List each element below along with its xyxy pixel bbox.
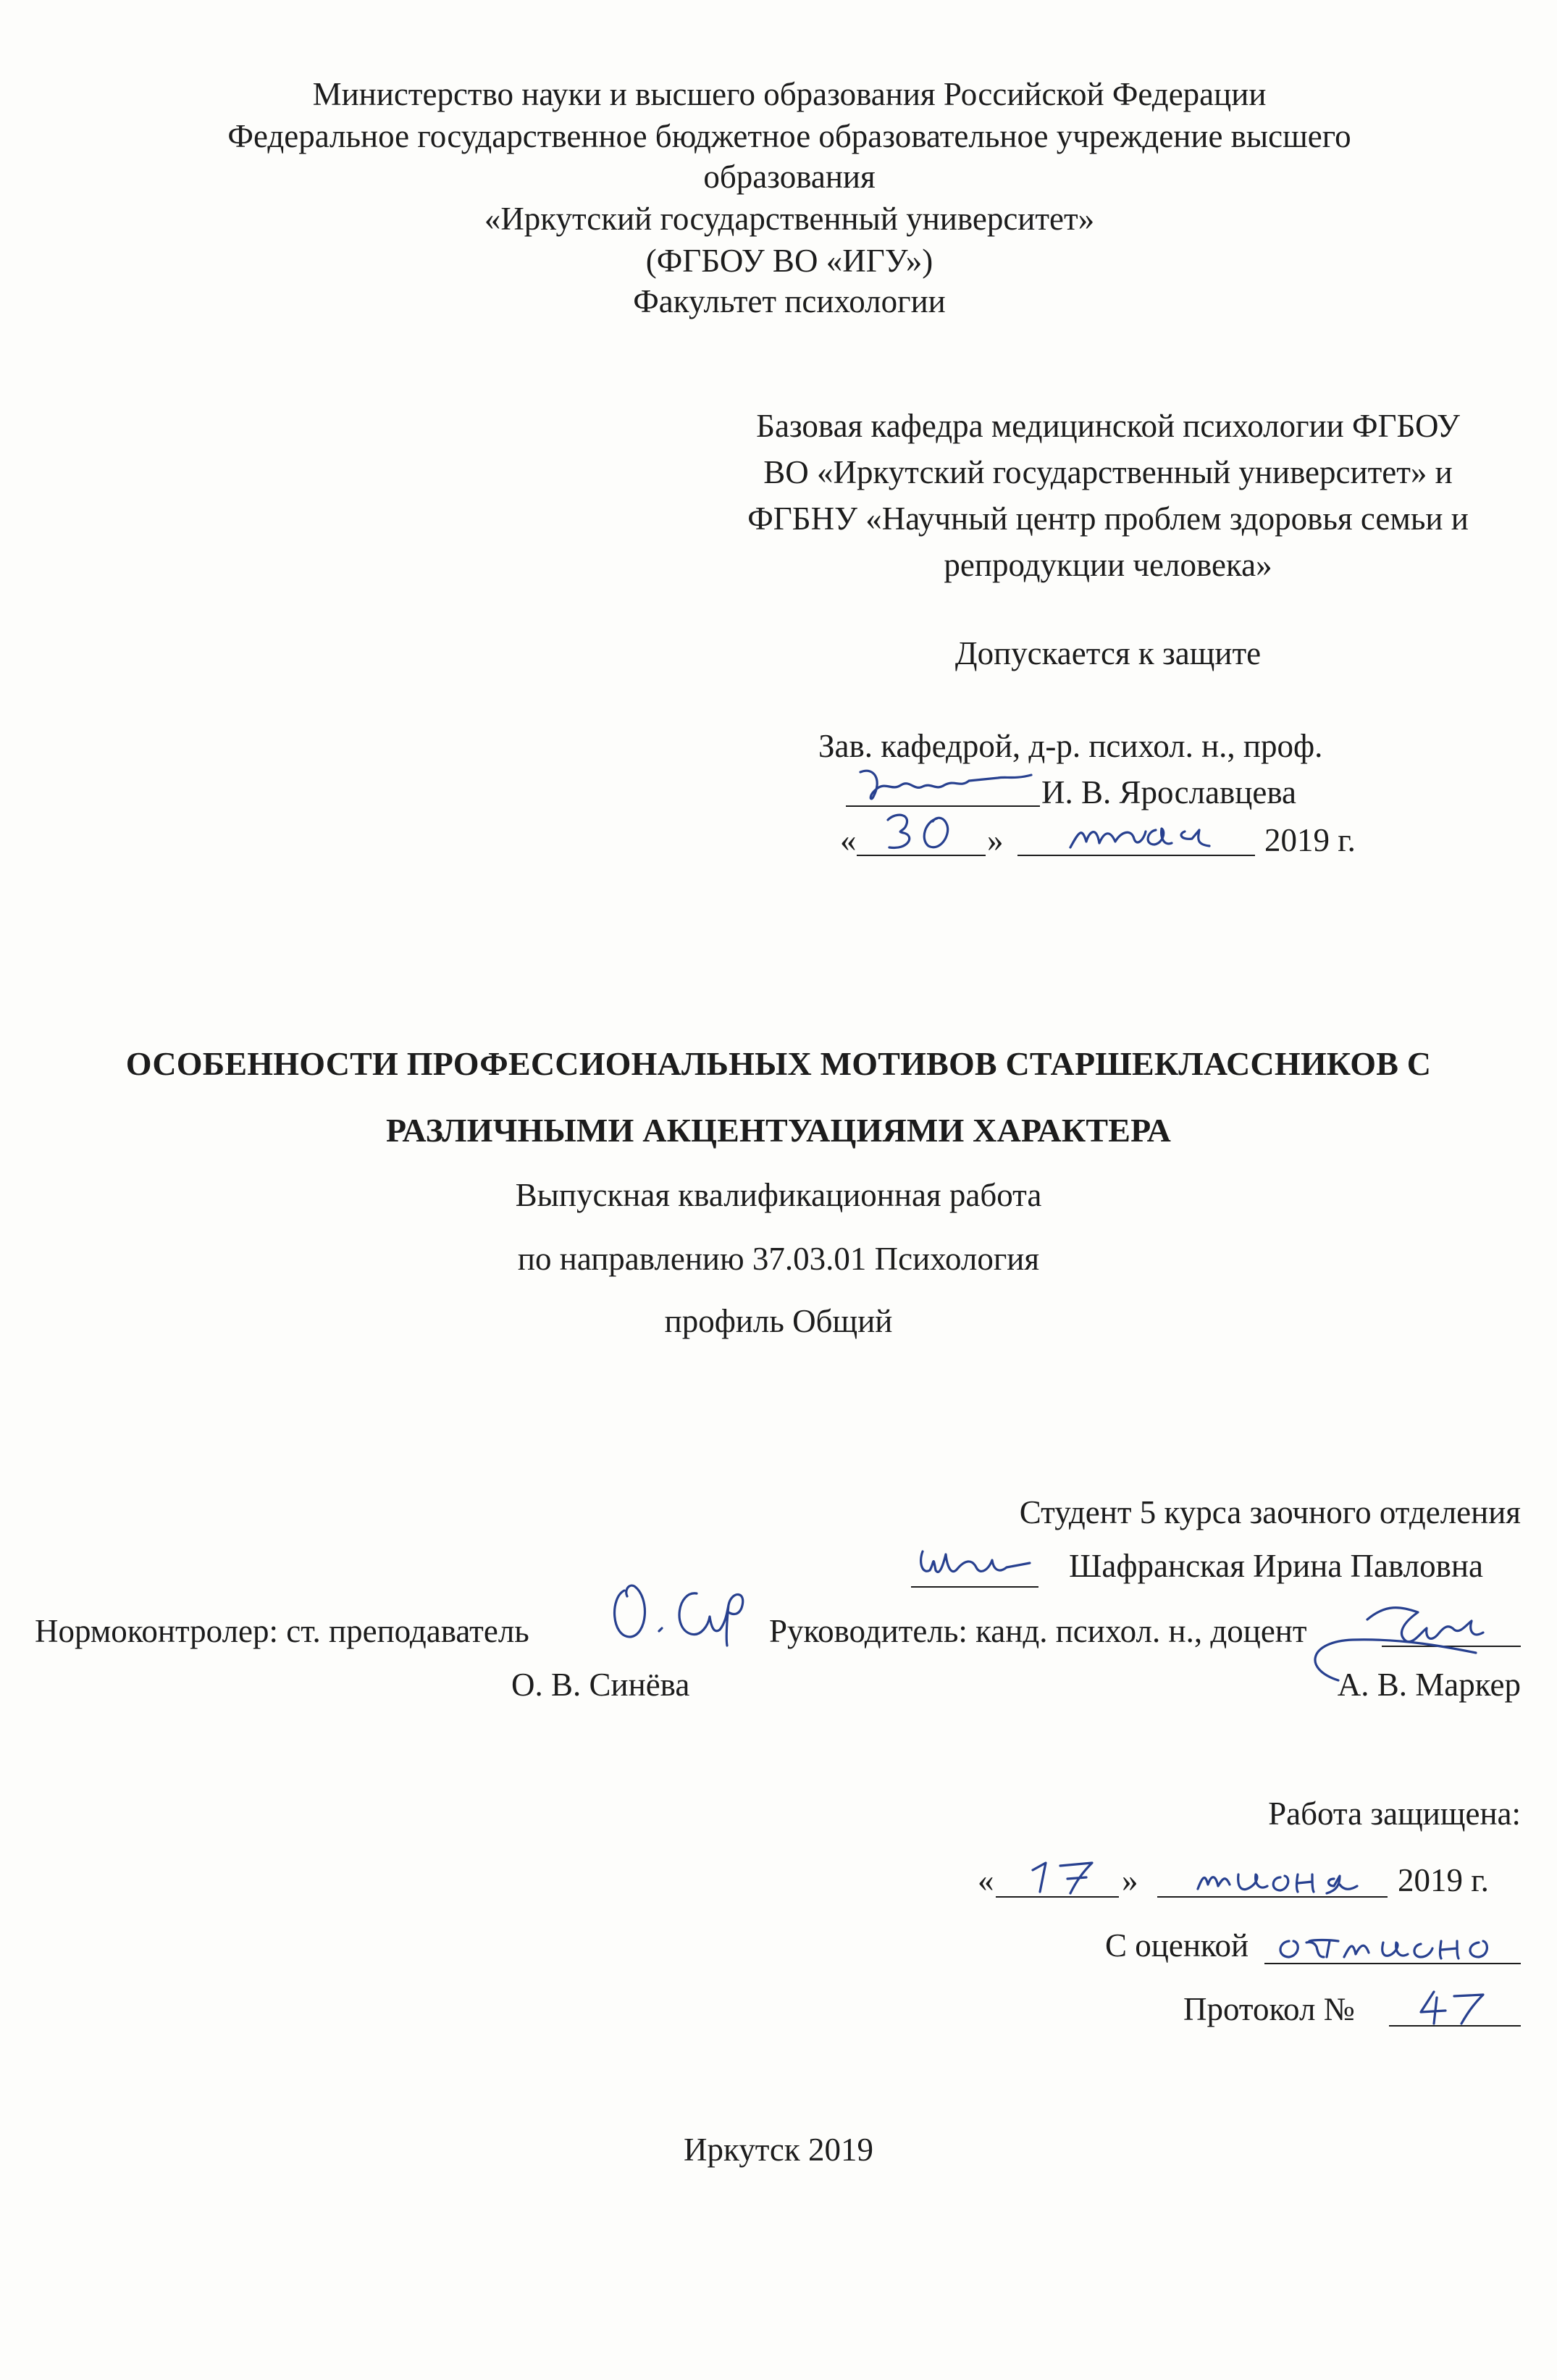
- supervisor-name: А. В. Маркер: [1337, 1667, 1521, 1703]
- supervisor-title: Руководитель: канд. психол. н., доцент: [769, 1613, 1307, 1649]
- department-line-1: Базовая кафедра медицинской психологии ФГБОУ: [756, 408, 1460, 444]
- department-line-2: ВО «Иркутский государственный университет» и: [763, 454, 1453, 490]
- admitted-line: Допускается к защите: [954, 635, 1262, 671]
- institution-line-2: образования: [703, 159, 876, 195]
- student-signature-line: [911, 1586, 1038, 1588]
- department-line-3: ФГБНУ «Научный центр проблем здоровья семьи и: [747, 500, 1469, 537]
- department-line-4: репродукции человека»: [944, 547, 1272, 583]
- protocol-line: [1389, 2025, 1521, 2027]
- protocol-number: [1412, 1985, 1492, 2025]
- defense-date-open-quote: «: [978, 1862, 994, 1898]
- city-year: Иркутск 2019: [683, 2132, 874, 2168]
- defense-day-line: [996, 1896, 1119, 1898]
- normcontrol-signature: [605, 1562, 750, 1648]
- protocol-label: Протокол №: [1183, 1991, 1355, 2027]
- abbreviation-line: (ФГБОУ ВО «ИГУ»): [645, 243, 933, 279]
- defense-status: Работа защищена:: [1268, 1796, 1521, 1832]
- normcontrol-name: О. В. Синёва: [511, 1667, 690, 1703]
- student-signature: [914, 1538, 1037, 1585]
- defense-month: [1192, 1859, 1363, 1895]
- approval-month-line: [1017, 855, 1255, 856]
- defense-day: [1025, 1854, 1105, 1895]
- defense-year: 2019 г.: [1398, 1862, 1489, 1898]
- title-line-2: РАЗЛИЧНЫМИ АКЦЕНТУАЦИЯМИ ХАРАКТЕРА: [385, 1112, 1171, 1149]
- approval-month: [1065, 810, 1224, 853]
- head-signature: [853, 759, 1041, 810]
- title-line-1: ОСОБЕННОСТИ ПРОФЕССИОНАЛЬНЫХ МОТИВОВ СТАРШЕКЛАССНИКОВ С: [125, 1045, 1432, 1082]
- approval-year: 2019 г.: [1264, 822, 1356, 858]
- defense-date-close-quote: »: [1122, 1862, 1138, 1898]
- student-title: Студент 5 курса заочного отделения: [1019, 1494, 1521, 1530]
- faculty-line: Факультет психологии: [633, 283, 946, 319]
- university-line: «Иркутский государственный университет»: [484, 201, 1095, 237]
- student-name: Шафранская Ирина Павловна: [1069, 1548, 1483, 1584]
- institution-line-1: Федеральное государственное бюджетное образовательное учреждение высшего: [227, 118, 1351, 154]
- approval-date-close-quote: »: [987, 822, 1004, 858]
- profile: профиль Общий: [664, 1303, 893, 1339]
- grade-line: [1264, 1963, 1521, 1964]
- ministry-line: Министерство науки и высшего образования Российской Федерации: [312, 76, 1267, 112]
- direction: по направлению 37.03.01 Психология: [517, 1241, 1040, 1277]
- grade-label: С оценкой: [1105, 1927, 1249, 1964]
- approval-day: [875, 805, 976, 853]
- work-type: Выпускная квалификационная работа: [515, 1177, 1042, 1213]
- defense-month-line: [1157, 1896, 1388, 1898]
- grade-handwriting: [1272, 1925, 1518, 1961]
- head-name: И. В. Ярославцева: [1041, 774, 1296, 810]
- approval-day-line: [857, 855, 986, 856]
- head-title: Зав. кафедрой, д-р. психол. н., проф.: [818, 728, 1323, 764]
- approval-date-open-quote: «: [840, 822, 857, 858]
- normcontrol-title: Нормоконтролер: ст. преподаватель: [35, 1613, 529, 1649]
